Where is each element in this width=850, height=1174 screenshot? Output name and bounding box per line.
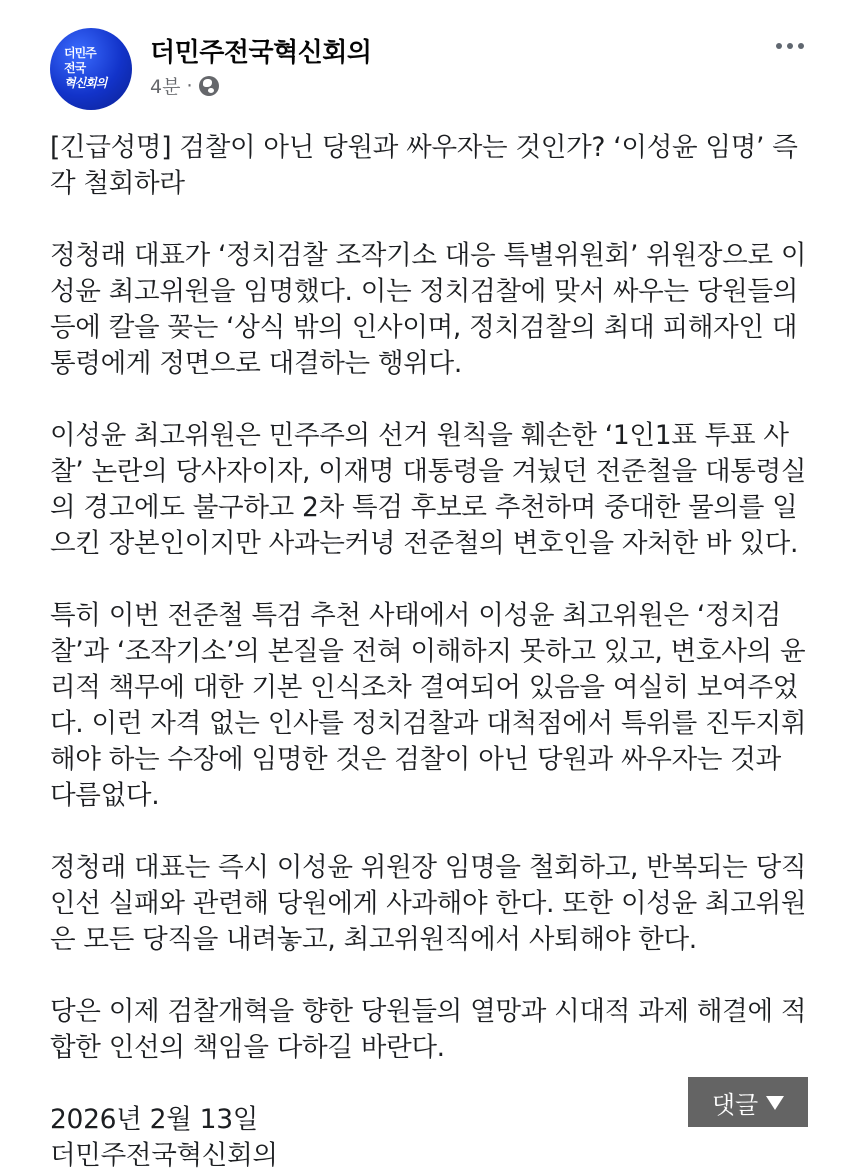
- avatar-text-line1: 더민주: [64, 46, 96, 60]
- comment-button-label: 댓글: [711, 1090, 759, 1119]
- globe-icon: [199, 76, 219, 96]
- avatar-text-line3: 혁신회의: [64, 76, 107, 90]
- more-dots-icon: [787, 43, 793, 49]
- paragraph: 정청래 대표는 즉시 이성윤 위원장 임명을 철회하고, 반복되는 당직 인선 실패와 관련해 당원에게 사과해야 한다. 또한 이성윤 최고위원은 모든 당직을 내려놓고, 최고위원직에서 사퇴해야 한다.: [50, 852, 807, 955]
- meta-separator: ·: [186, 74, 193, 97]
- paragraph: 이성윤 최고위원은 민주주의 선거 원칙을 훼손한 ‘1인1표 투표 사찰’ 논란의 당사자이자, 이재명 대통령을 겨눴던 전준철을 대통령실의 경고에도 불구하고 2차 특검 후보로 추천하며 중대한 물의를 일으킨 장본인이지만 사과는커녕 전준철의 변호인을 자처한 바 있다.: [50, 420, 807, 559]
- avatar-text-line2: 전국: [64, 61, 86, 75]
- caret-down-icon: [766, 1096, 784, 1110]
- more-dots-icon: [798, 43, 804, 49]
- paragraph: 당은 이제 검찰개혁을 향한 당원들의 열망과 시대적 과제 해결에 적합한 인선의 책임을 다하길 바란다.: [50, 996, 807, 1063]
- more-dots-icon: [776, 43, 782, 49]
- statement-signer: 더민주전국혁신회의: [50, 1140, 278, 1171]
- more-options-button[interactable]: [770, 36, 810, 56]
- comment-button[interactable]: [688, 1077, 808, 1127]
- paragraph: 특히 이번 전준철 특검 추천 사태에서 이성윤 최고위원은 ‘정치검찰’과 ‘조작기소’의 본질을 전혀 이해하지 못하고 있고, 변호사의 윤리적 책무에 대한 기본 인식조차 결여되어 있음을 여실히 보여주었다. 이런 자격 없는 인사를 정치검찰과 대척점에서 특위를 진두지휘해야 하는 수장에 임명한 것은 검찰이 아닌 당원과 싸우자는 것과 다름없다.: [50, 600, 807, 811]
- post-meta: [150, 72, 219, 99]
- statement-title: [긴급성명] 검찰이 아닌 당원과 싸우자는 것인가? ‘이성윤 임명’ 즉각 철회하라: [50, 132, 798, 199]
- author-name[interactable]: 더민주전국혁신회의: [150, 38, 372, 68]
- statement-date: 2026년 2월 13일: [50, 1104, 259, 1135]
- post-time[interactable]: 4분: [150, 76, 181, 98]
- post-body: [50, 130, 810, 1174]
- avatar[interactable]: [50, 28, 132, 110]
- paragraph: 정청래 대표가 ‘정치검찰 조작기소 대응 특별위원회’ 위원장으로 이성윤 최고위원을 임명했다. 이는 정치검찰에 맞서 싸우는 당원들의 등에 칼을 꽂는 ‘상식 밖의 인사이며, 정치검찰의 최대 피해자인 대통령에게 정면으로 대결하는 행위다.: [50, 240, 807, 379]
- post-header: [50, 28, 810, 108]
